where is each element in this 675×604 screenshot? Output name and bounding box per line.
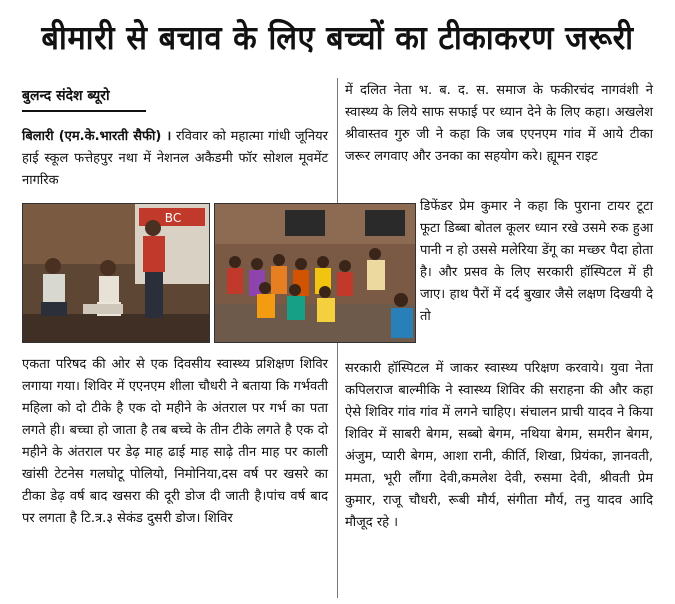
dateline: बिलारी (एम.के.भारती सैफी) । bbox=[22, 129, 172, 144]
banner-text: BC bbox=[164, 211, 182, 225]
article-intro bbox=[22, 126, 328, 192]
headline: बीमारी से बचाव के लिए बच्चों का टीकाकरण जरूरी bbox=[41, 17, 634, 57]
photo-audience bbox=[214, 203, 416, 343]
article-body-col2-bottom: सरकारी हॉस्पिटल में जाकर स्वास्थ्य परिक्षण करवाये। युवा नेता कपिलराज बाल्मीकि ने स्वास्थ्य शिविर की सराहना की और कहा ऐसे शिविर गांव गांव में लगने चाहिए। संचालन प्राची यादव ने किया शिविर में साबरी बेगम, सब्बो बेगम, नथिया बेगम, समरीन बेगम, अंजुम, प्यारी बेगम, आशा रानी, कीर्ति, शिखा, प्रियंका, ज्ञानवती, ममता, भूरी लौंगा देवी,कमलेश देवी, रुसमा देवी, श्रीवती प्रेम कुमार, राजू चौधरी, रूबी मौर्य, संगीता मौर्य, तनु यादव आदि मौजूद रहे । bbox=[345, 361, 653, 530]
article-body-col2-top: में दलित नेता भ. ब. द. स. समाज के फकीरचंद नागवंशी ने स्वास्थ्य के लिये साफ सफाई पर ध्यान देने के लिए कहा। अखलेश श्रीवास्तव गुरु जी ने कहा कि जब एएनएम गांव में आये टीका जरूर लगवाए और उनका का सहयोग करे। ह्यूमन राइट bbox=[345, 83, 653, 164]
intro-text: रविवार को महात्मा गांधी जूनियर हाई स्कूल फत्तेहपुर नथा में नेशनल अकैडमी फॉर सोशल मूवमेंट नागरिक bbox=[22, 129, 328, 188]
photo-speaker bbox=[22, 203, 210, 343]
photo-speaker-image bbox=[23, 204, 209, 342]
article-body-col2-mid: डिफेंडर प्रेम कुमार ने कहा कि पुराना टायर टूटा फूटा डिब्बा बोतल कूलर ध्यान रखे उसमे रुक हुआ पानी न हो उससे मलेरिया डेंगू का मच्छर पैदा होता है। और प्रसव के लिए सरकारी हॉस्पिटल में ही जाए। हाथ पैरों में दर्द बुखार जैसे लक्षण दिखयी दे तो bbox=[420, 199, 653, 324]
byline-rule bbox=[22, 110, 146, 112]
article-body-col1: एकता परिषद की ओर से एक दिवसीय स्वास्थ्य प्रशिक्षण शिविर लगाया गया। शिविर में एएनएम शीला चौधरी ने बताया कि गर्भवती महिला को दो टीके है एक दो महीने के अंतराल पर गर्भ का पता लगते ही। बच्चा हो जाता है तब बच्चे के तीन टीके लगते है एक दो महीने के अंतराल पर डेढ़ माह ढाई माह साढ़े तीन माह पर काली खांसी टेटनेस गलघोटू पोलियो, निमोनिया,दस वर्ष पर खसरे का टीका डेढ़ वर्ष बाद खसरा की दूरी डोज दी जाती है।पांच वर्ष बाद पर लगता है टि.त्र.३ सेकंड दुसरी डोज। शिविर bbox=[22, 357, 328, 526]
byline: बुलन्द संदेश ब्यूरो bbox=[22, 88, 110, 104]
photo-audience-image bbox=[215, 204, 415, 342]
